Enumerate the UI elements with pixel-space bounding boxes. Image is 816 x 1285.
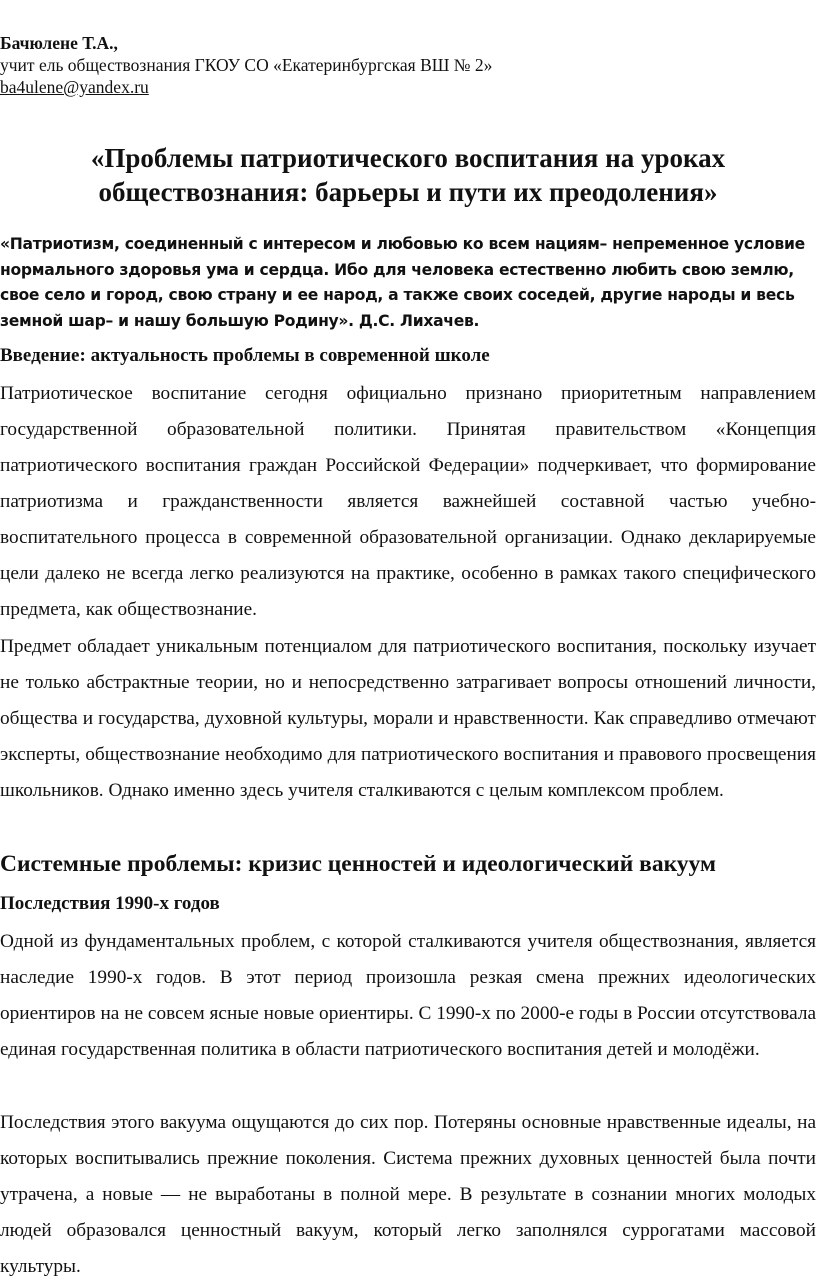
author-name: Бачюлене Т.А., [0,33,118,53]
consequences-heading: Последствия 1990-х годов [0,893,220,914]
author-block [0,32,492,98]
intro-paragraph-2: Предмет обладает уникальным потенциалом для патриотического воспитания, поскольку изучает не только абстрактные теории, но и непосредственно затрагивает вопросы отношений личности, общества и государства, духовной культуры, морали и нравственности. Как справедливо отмечают эксперты, обществознание необходимо для патриотического воспитания и правового просвещения школьников. Однако именно здесь учителя сталкиваются с целым комплексом проблем. [0,636,816,801]
intro-heading: Введение: актуальность проблемы в современной школе [0,345,490,366]
author-position: учит ель обществознания ГКОУ СО «Екатеринбургская ВШ № 2» [0,55,493,75]
author-email-link[interactable]: ba4ulene@yandex.ru [0,77,149,97]
intro-paragraph-1: Патриотическое воспитание сегодня официально признано приоритетным направлением государственной образовательной политики. Принятая правительством «Концепция патриотического воспитания граждан Российской Федерации» подчеркивает, что формирование патриотизма и гражданственности является важнейшей составной частью учебно-воспитательного процесса в современной образовательной организации. Однако декларируемые цели далеко не всегда легко реализуются на практике, особенно в рамках такого специфического предмета, как обществознание. [0,383,816,620]
epigraph-quote: «Патриотизм, соединенный с интересом и любовью ко всем нациям– непременное условие нормального здоровья ума и сердца. Ибо для человека естественно любить свою землю, свое село и город, свою страну и ее народ, а также своих соседей, другие народы и весь земной шар– и нашу большую Родину». Д.С. Лихачев. [0,235,805,330]
consequences-paragraph-1: Одной из фундаментальных проблем, с которой сталкиваются учителя обществознания, является наследие 1990-х годов. В этот период произошла резкая смена прежних идеологических ориентиров на не совсем ясные новые ориентиры. С 1990-х по 2000-е годы в России отсутствовала единая государственная политика в области патриотического воспитания детей и молодёжи. [0,931,816,1060]
article-title: «Проблемы патриотического воспитания на уроках обществознания: барьеры и пути их преодоления» [90,143,726,207]
systemic-problems-heading: Системные проблемы: кризис ценностей и идеологический вакуум [0,851,716,877]
consequences-paragraph-2: Последствия этого вакуума ощущаются до сих пор. Потеряны основные нравственные идеалы, на которых воспитывались прежние поколения. Система прежних духовных ценностей была почти утрачена, а новые — не выработаны в полной мере. В результате в сознании многих молодых людей образовался ценностный вакуум, который легко заполнялся суррогатами массовой культуры. [0,1112,816,1277]
